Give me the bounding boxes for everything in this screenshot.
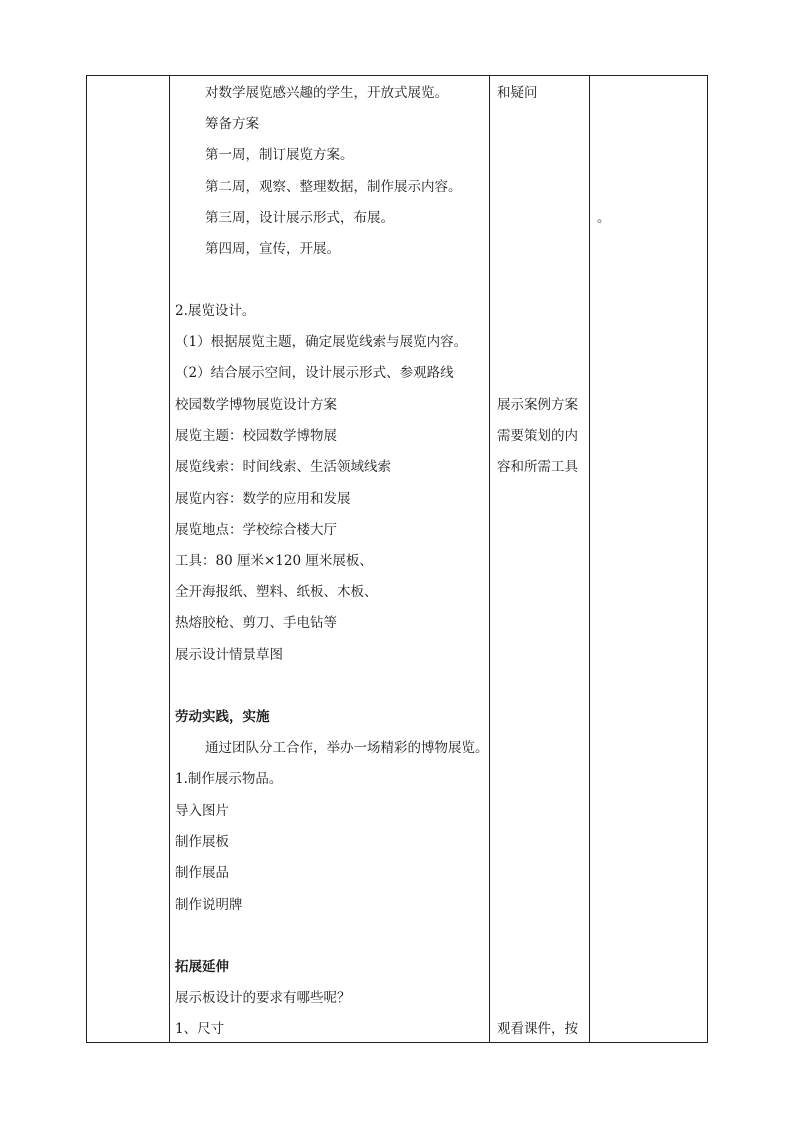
text-line: 热熔胶枪、剪刀、手电钻等	[175, 615, 337, 631]
text-line: 展览主题：校园数学博物展	[175, 428, 337, 444]
text-line: 对数学展览感兴趣的学生，开放式展览。	[205, 85, 448, 101]
text-line: 第三周，设计展示形式，布展。	[205, 210, 394, 226]
column-divider-2	[489, 76, 490, 1042]
text-line: 容和所需工具	[497, 459, 578, 475]
text-line: 。	[597, 210, 611, 226]
activity-content-column	[175, 76, 489, 1042]
text-line: （2）结合展示空间，设计展示形式、参观路线	[175, 365, 454, 381]
text-line: 展示设计情景草图	[175, 647, 283, 663]
text-line: （1）根据展览主题，确定展览线索与展览内容。	[175, 334, 468, 350]
design-intent-column	[597, 76, 707, 1042]
text-line: 第四周，宣传，开展。	[205, 241, 340, 257]
text-line: 制作展板	[175, 834, 229, 850]
text-line: 导入图片	[175, 803, 229, 819]
text-line: 工具：80 厘米×120 厘米展板、	[175, 553, 373, 569]
text-line: 制作说明牌	[175, 897, 243, 913]
text-line: 展览线索：时间线索、生活领域线索	[175, 459, 391, 475]
text-line: 通过团队分工合作，举办一场精彩的博物展览。	[205, 740, 489, 756]
lesson-plan-table	[86, 75, 708, 1043]
text-line: 和疑问	[497, 85, 538, 101]
text-line: 展示板设计的要求有哪些呢？	[175, 990, 351, 1006]
section-heading-extension: 拓展延伸	[175, 959, 229, 975]
text-line: 1、尺寸	[175, 1021, 225, 1037]
text-line: 需要策划的内	[497, 428, 578, 444]
column-divider-3	[589, 76, 590, 1042]
section-heading-practice: 劳动实践，实施	[175, 709, 270, 725]
text-line: 筹备方案	[205, 116, 259, 132]
plan-title: 校园数学博物展览设计方案	[175, 397, 337, 413]
text-line: 第二周，观察、整理数据，制作展示内容。	[205, 179, 462, 195]
text-line: 展览地点：学校综合楼大厅	[175, 522, 337, 538]
student-activity-column	[497, 76, 589, 1042]
section-heading: 2.展览设计。	[175, 303, 256, 319]
text-line: 展览内容：数学的应用和发展	[175, 491, 351, 507]
text-line: 展示案例方案	[497, 397, 578, 413]
text-line: 1.制作展示物品。	[175, 771, 283, 787]
text-line: 制作展品	[175, 865, 229, 881]
column-divider-1	[169, 76, 170, 1042]
text-line: 第一周，制订展览方案。	[205, 147, 354, 163]
text-line: 观看课件，按	[497, 1021, 578, 1037]
text-line: 全开海报纸、塑料、纸板、木板、	[175, 584, 378, 600]
